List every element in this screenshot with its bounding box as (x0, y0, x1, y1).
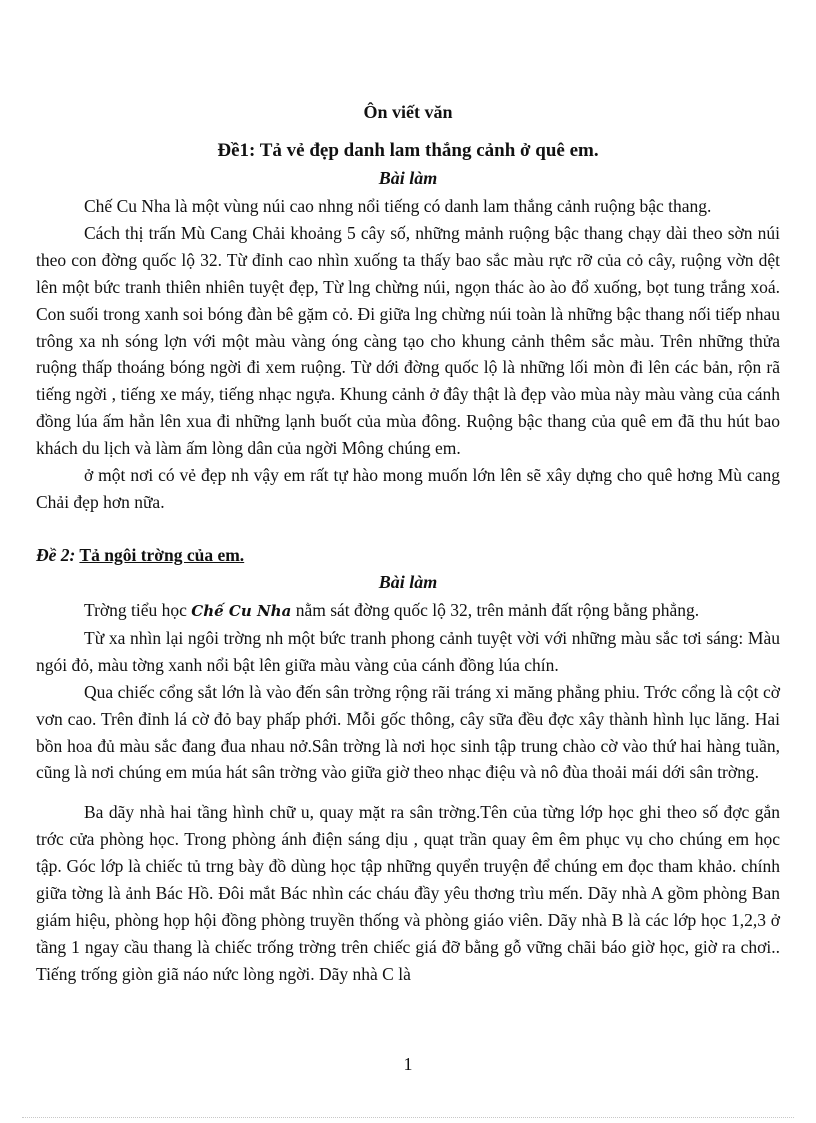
de2-heading (36, 545, 244, 566)
footer-divider (22, 1117, 794, 1118)
page-heading: Ôn viết văn (363, 102, 453, 122)
de2-paragraph: Ba dãy nhà hai tầng hình chữ u, quay mặt ra sân trờng.Tên của từng lớp học ghi theo số đợc gắn trớc cửa phòng học. Trong phòng ánh điện sáng dịu , quạt trần quay êm êm phục vụ cho chúng em học tập. Góc lớp là chiếc tủ trng bày đồ dùng học tập những quyển truyện để chúng em đọc tham khảo. chính giữa tờng là ảnh Bác Hồ. Đôi mắt Bác nhìn các cháu đầy yêu thơng trìu mến. Dãy nhà A gồm phòng Ban giám hiệu, phòng họp hội đồng phòng truyền thống và phòng giáo viên. Dãy nhà B là các lớp học 1,2,3 ở tầng 1 ngay cầu thang là chiếc trống trờng trên chiếc giá đỡ bằng gỗ vững chãi báo giờ học, giờ ra chơi.. Tiếng trống giòn giã náo nức lòng ngời. Dãy nhà C là (36, 802, 780, 984)
de1-essay (36, 193, 780, 516)
de2-paragraph: Từ xa nhìn lại ngôi trờng nh một bức tranh phong cảnh tuyệt vời với những màu sắc tơi sáng: Màu ngói đỏ, màu tờng xanh nổi bật lên giữa màu vàng của cánh đồng lúa chín. (36, 627, 780, 675)
de1-paragraph: ở một nơi có vẻ đẹp nh vậy em rất tự hào mong muốn lớn lên sẽ xây dựng cho quê hơng Mù cang Chải đẹp hơn nữa. (36, 465, 780, 512)
page-number: 1 (403, 1054, 413, 1074)
de2-label: Đề 2: (36, 545, 76, 565)
paragraph-gap (36, 786, 780, 799)
de2-title: Tả ngôi trờng của em. (79, 545, 245, 565)
de1-title: Đề1: Tả vẻ đẹp danh lam thắng cảnh ở quê em. (217, 140, 599, 161)
de1-bai-lam-label: Bài làm (378, 168, 438, 188)
de2-p1-before: Trờng tiểu học (84, 600, 192, 620)
de1-paragraph: Cách thị trấn Mù Cang Chải khoảng 5 cây số, những mảnh ruộng bậc thang chạy dài theo sờn núi theo con đờng quốc lộ 32. Từ đỉnh cao nhìn xuống ta thấy bao sắc màu rực rỡ của cỏ cây, ruộng vờn dệt lên một bức tranh thiên nhiên tuyệt đẹp, Từ lng chừng núi, ngọn thác ào ào đổ xuống, bọt tung trắng xoá. Con suối trong xanh soi bóng đàn bê gặm cỏ. Đi giữa lng chừng núi toàn là những bậc thang nối tiếp nhau trông xa nh sóng lợn với một màu vàng óng càng tạo cho khung cảnh thêm sắc màu. Trên những thửa ruộng thấp thoáng bóng ngời đi xem ruộng. Từ dới đờng quốc lộ là những lối mòn đi lên các bản, rộn rã tiếng ngời , tiếng xe máy, tiếng nhạc ngựa. Khung cảnh ở đây thật là đẹp vào mùa này màu vàng của cánh đồng lúa ấm hẳn lên xua đi những lạnh buốt của mùa đông. Ruộng bậc thang của quê em đã thu hút bao khách du lịch và làm ấm lòng dân của ngời Mông chúng em. (36, 222, 780, 459)
de2-essay (36, 597, 780, 988)
de2-p1-after: nằm sát đờng quốc lộ 32, trên mảnh đất rộng bằng phẳng. (291, 600, 700, 620)
school-name-script: Chế Cu Nha (191, 602, 292, 620)
de1-paragraph: Chế Cu Nha là một vùng núi cao nhng nổi tiếng có danh lam thắng cảnh ruộng bậc thang. (84, 196, 712, 216)
de2-bai-lam-label: Bài làm (378, 572, 438, 592)
de2-paragraph: Qua chiếc cổng sắt lớn là vào đến sân trờng rộng rãi tráng xi măng phẳng phiu. Trớc cổng là cột cờ vơn cao. Trên đỉnh lá cờ đỏ bay phấp phới. Mỗi gốc thông, cây sữa đều đợc xây thành hình lục lăng. Hai bồn hoa đủ màu sắc đang đua nhau nở.Sân trờng là nơi học sinh tập trung chào cờ vào thứ hai hàng tuần, cũng là nơi chúng em múa hát sân trờng vào giữa giờ theo nhạc điệu và nô đùa thoải mái dới sân trờng. (36, 681, 780, 783)
de2-paragraph (36, 597, 780, 625)
